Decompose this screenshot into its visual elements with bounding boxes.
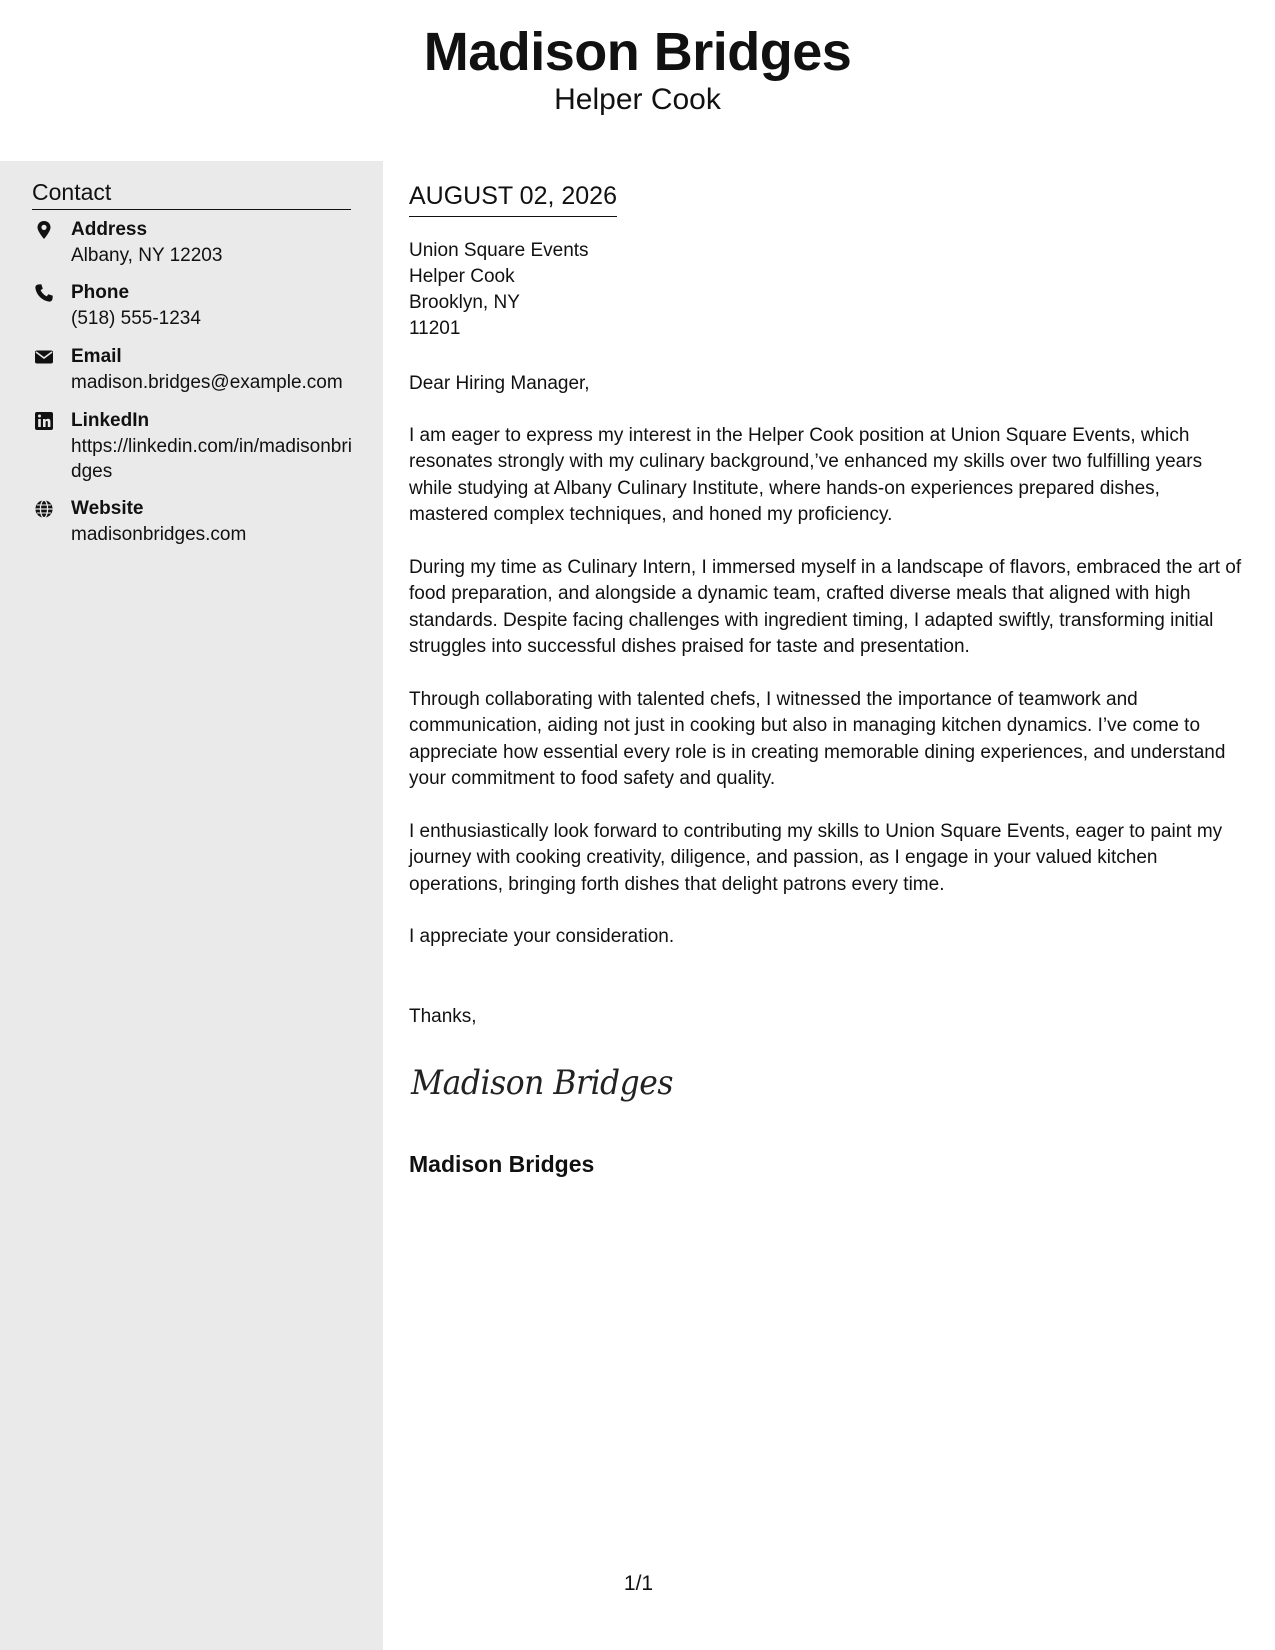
phone-value: (518) 555-1234 — [71, 308, 201, 329]
letter-date: AUGUST 02, 2026 — [409, 180, 617, 217]
envelope-icon — [34, 347, 54, 367]
salutation: Dear Hiring Manager, — [409, 373, 590, 394]
applicant-name: Madison Bridges — [423, 22, 852, 82]
handwritten-signature — [409, 1058, 689, 1108]
website-value[interactable]: madisonbridges.com — [71, 524, 247, 545]
contact-sidebar — [0, 161, 383, 1650]
recipient-position: Helper Cook — [409, 266, 515, 287]
linkedin-value[interactable]: https://linkedin.com/in/madisonbridges — [71, 436, 352, 482]
signature-text: Madison Bridges — [410, 1063, 674, 1103]
email-value: madison.bridges@example.com — [71, 372, 343, 393]
page-number: 1/1 — [623, 1572, 654, 1595]
linkedin-icon — [34, 411, 54, 431]
contact-heading: Contact — [32, 177, 351, 210]
phone-icon — [34, 283, 54, 303]
website-label: Website — [71, 498, 144, 519]
linkedin-label: LinkedIn — [71, 410, 150, 431]
recipient-zip: 11201 — [409, 318, 461, 339]
globe-icon — [34, 499, 54, 519]
body-paragraph-4: I enthusiastically look forward to contributing my skills to Union Square Events, eager to paint my journey with cooking creativity, diligence, and passion, as I engage in your valued kitchen operations, bringing forth dishes that delight patrons every time. — [409, 821, 1223, 895]
signer-name: Madison Bridges — [409, 1151, 595, 1177]
closing-line: I appreciate your consideration. — [409, 926, 675, 947]
address-label: Address — [71, 219, 148, 240]
body-paragraph-2: During my time as Culinary Intern, I immersed myself in a landscape of flavors, embraced the art of food preparation, and alongside a dynamic team, crafted diverse meals that aligned with high standards. Despite facing challenges with ingredient timing, I adapted swiftly, transforming initial struggles into successful dishes praised for taste and presentation. — [409, 557, 1242, 658]
body-paragraph-3: Through collaborating with talented chefs, I witnessed the importance of teamwork and communication, aiding not just in cooking but also in managing kitchen dynamics. I’ve come to appreciate how essential every role is in creating memorable dining experiences, and understand your commitment to food safety and quality. — [409, 689, 1226, 790]
email-label: Email — [71, 346, 122, 367]
address-value: Albany, NY 12203 — [71, 245, 223, 266]
applicant-role: Helper Cook — [554, 83, 721, 116]
recipient-city: Brooklyn, NY — [409, 292, 520, 313]
recipient-company: Union Square Events — [409, 240, 589, 261]
signoff: Thanks, — [409, 1006, 477, 1027]
phone-label: Phone — [71, 282, 130, 303]
map-pin-icon — [34, 220, 54, 240]
body-paragraph-1: I am eager to express my interest in the Helper Cook position at Union Square Events, which resonates strongly with my culinary background,’ve enhanced my skills over two fulfilling years while studying at Albany Culinary Institute, where hands-on experiences prepared dishes, mastered complex techniques, and honed my proficiency. — [409, 425, 1203, 526]
recipient-block — [409, 238, 589, 342]
letter-header — [0, 0, 1275, 161]
